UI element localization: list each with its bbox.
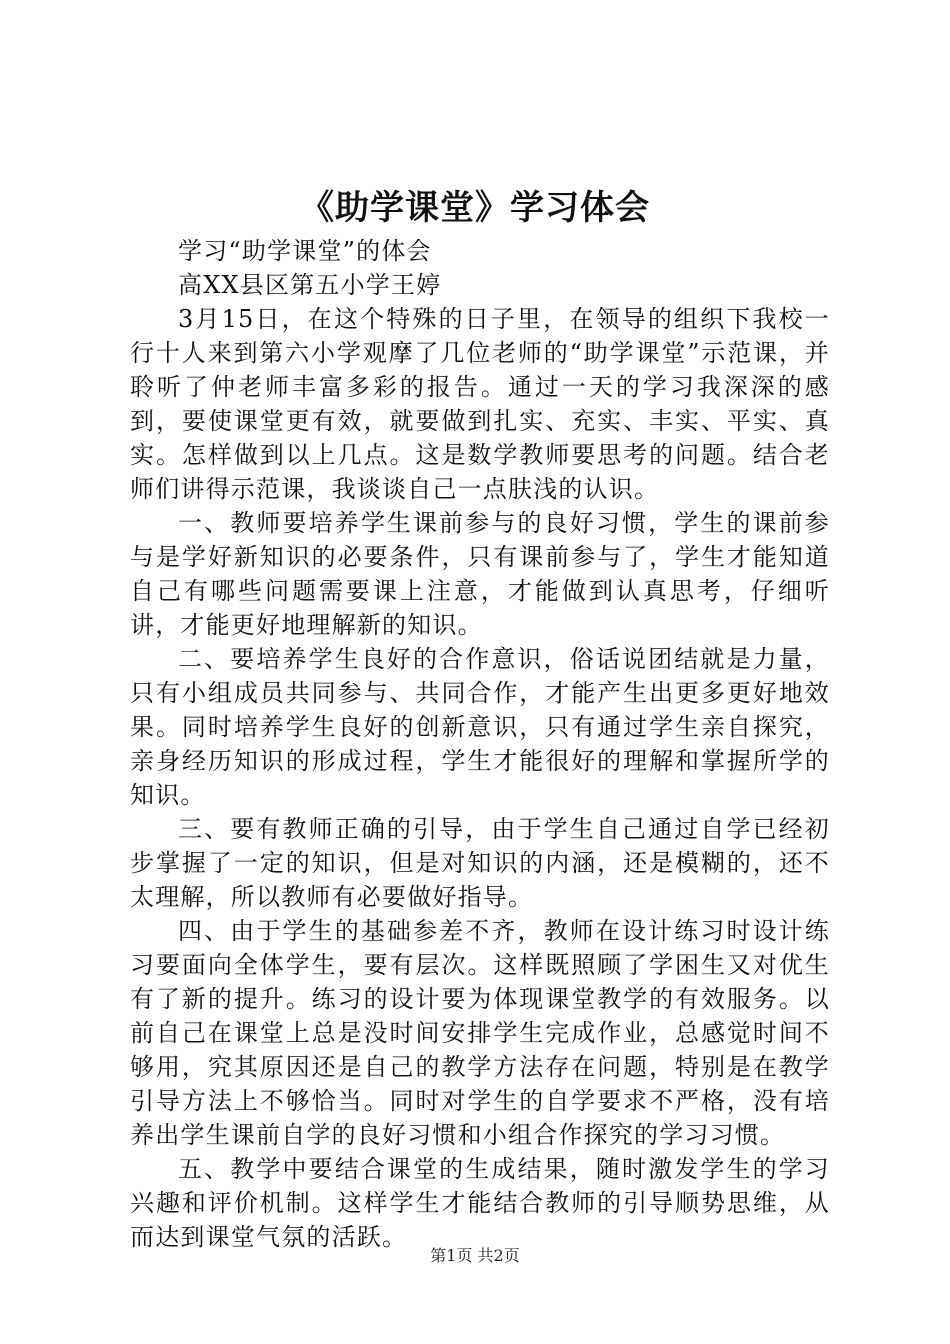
paragraph-intro: 3月15日，在这个特殊的日子里，在领导的组织下我校一行十人来到第六小学观摩了几位老师的“助学课堂”示范课，并聆听了仲老师丰富多彩的报告。通过一天的学习我深深的感到，要使课堂更有效，就要做到扎实、充实、丰实、平实、真实。怎样做到以上几点。这是数学教师要思考的问题。结合老师们讲得示范课，我谈谈自己一点肤浅的认识。 (130, 305, 830, 503)
paragraph-point-5: 五、教学中要结合课堂的生成结果，随时激发学生的学习兴趣和评价机制。这样学生才能结合教师的引导顺势思维，从而达到课堂气氛的活跃。 (130, 1155, 830, 1251)
paragraph-point-1: 一、教师要培养学生课前参与的良好习惯，学生的课前参与是学好新知识的必要条件，只有课前参与了，学生才能知道自己有哪些问题需要课上注意，才能做到认真思考，仔细听讲，才能更好地理解新的知识。 (130, 509, 830, 639)
paragraph-point-4: 四、由于学生的基础参差不齐，教师在设计练习时设计练习要面向全体学生，要有层次。这样既照顾了学困生又对优生有了新的提升。练习的设计要为体现课堂教学的有效服务。以前自己在课堂上总是没时间安排学生完成作业，总感觉时间不够用，究其原因还是自己的教学方法存在问题，特别是在教学引导方法上不够恰当。同时对学生的自学要求不严格，没有培养出学生课前自学的良好习惯和小组合作探究的学习习惯。 (130, 917, 830, 1149)
page-number-footer: 第1页 共2页 (430, 1246, 520, 1265)
document-title: 《助学课堂》学习体会 (300, 188, 650, 228)
paragraph-subtitle: 学习“助学课堂”的体会 (178, 237, 432, 265)
paragraph-author: 高XX县区第五小学王婷 (178, 271, 442, 299)
document-body (130, 234, 830, 1254)
paragraph-point-3: 三、要有教师正确的引导，由于学生自己通过自学已经初步掌握了一定的知识，但是对知识的内涵，还是模糊的，还不太理解，所以教师有必要做好指导。 (130, 815, 830, 911)
paragraph-point-2: 二、要培养学生良好的合作意识，俗话说团结就是力量，只有小组成员共同参与、共同合作，才能产生出更多更好地效果。同时培养学生良好的创新意识，只有通过学生亲自探究，亲身经历知识的形成过程，学生才能很好的理解和掌握所学的知识。 (130, 645, 830, 809)
